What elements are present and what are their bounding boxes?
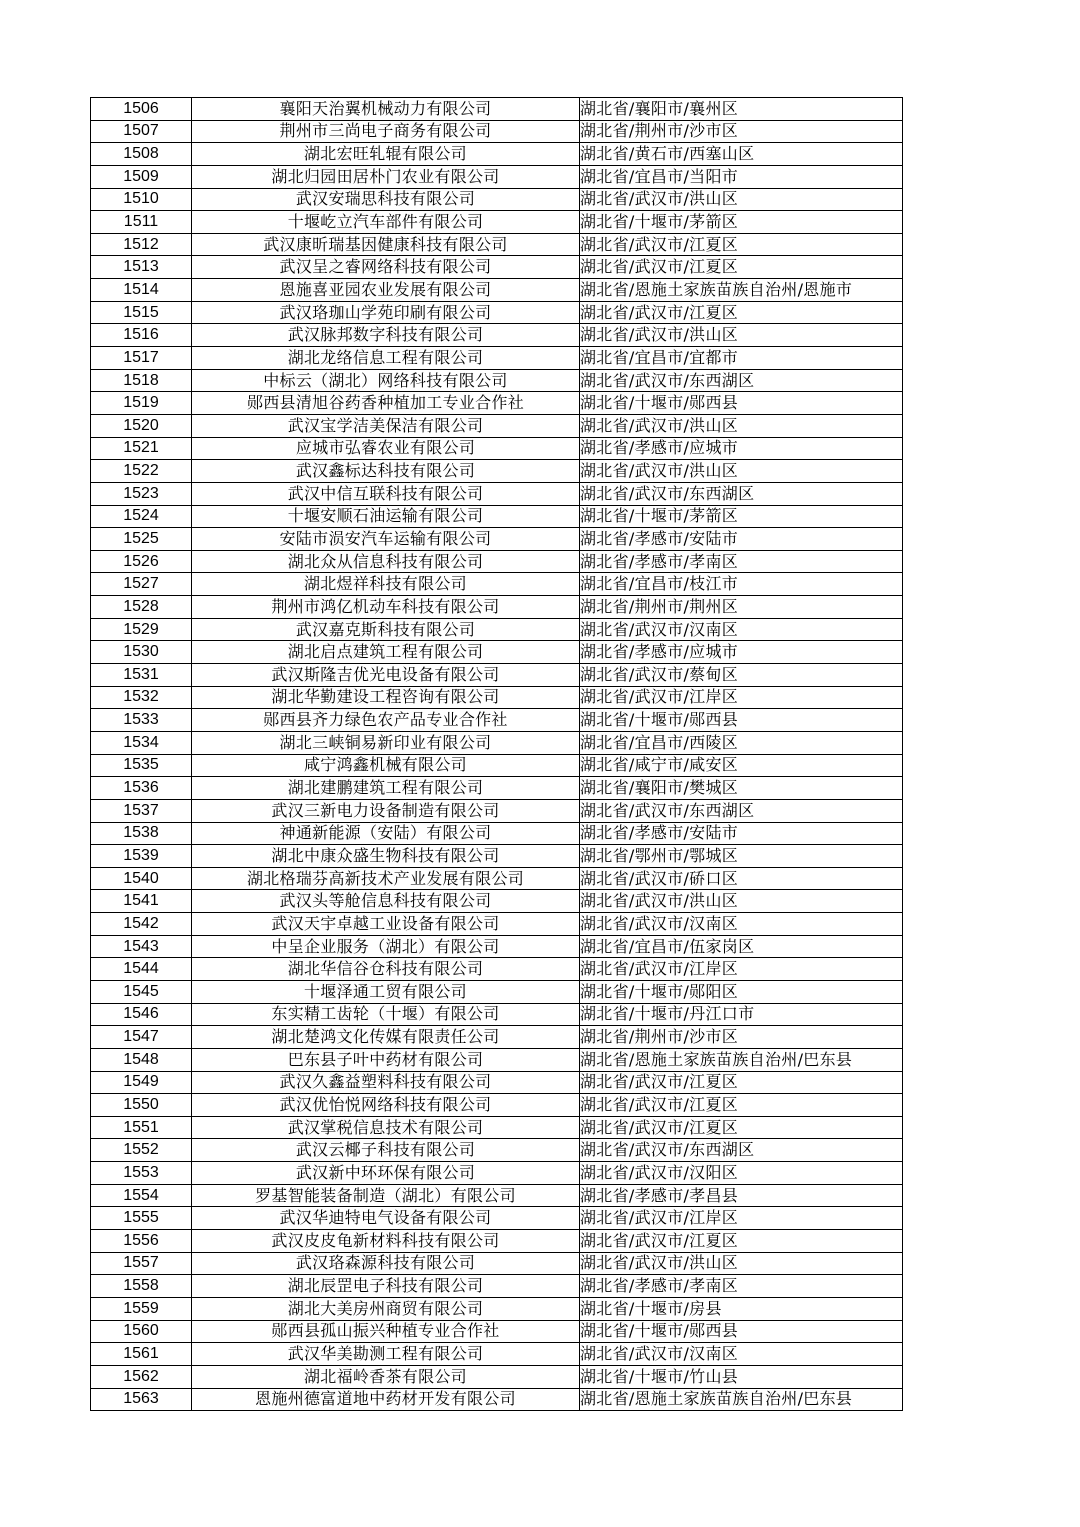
table-row — [91, 641, 903, 664]
company-name-cell: 湖北归园田居朴门农业有限公司 — [192, 165, 580, 188]
company-name-cell: 武汉云椰子科技有限公司 — [192, 1139, 580, 1162]
company-name-cell: 武汉华迪特电气设备有限公司 — [192, 1207, 580, 1230]
row-number-cell: 1517 — [91, 347, 192, 370]
company-name-cell: 湖北福岭香茶有限公司 — [192, 1365, 580, 1388]
region-cell: 湖北省/武汉市/洪山区 — [580, 324, 903, 347]
region-cell: 湖北省/武汉市/汉南区 — [580, 618, 903, 641]
company-name-cell: 武汉宝学洁美保洁有限公司 — [192, 414, 580, 437]
region-cell: 湖北省/武汉市/汉阳区 — [580, 1162, 903, 1185]
company-name-cell: 十堰屹立汽车部件有限公司 — [192, 211, 580, 234]
region-cell: 湖北省/武汉市/硚口区 — [580, 867, 903, 890]
region-cell: 湖北省/十堰市/郧西县 — [580, 709, 903, 732]
region-cell: 湖北省/襄阳市/樊城区 — [580, 777, 903, 800]
region-cell: 湖北省/荆州市/沙市区 — [580, 1026, 903, 1049]
table-row — [91, 347, 903, 370]
row-number-cell: 1556 — [91, 1230, 192, 1253]
table-row — [91, 731, 903, 754]
row-number-cell: 1542 — [91, 913, 192, 936]
region-cell: 湖北省/宜昌市/伍家岗区 — [580, 935, 903, 958]
row-number-cell: 1554 — [91, 1184, 192, 1207]
row-number-cell: 1508 — [91, 143, 192, 166]
row-number-cell: 1541 — [91, 890, 192, 913]
table-row — [91, 1365, 903, 1388]
table-row — [91, 777, 903, 800]
company-name-cell: 应城市弘睿农业有限公司 — [192, 437, 580, 460]
company-list-table — [90, 97, 903, 1411]
company-name-cell: 武汉呈之睿网络科技有限公司 — [192, 256, 580, 279]
company-name-cell: 武汉华美勘测工程有限公司 — [192, 1343, 580, 1366]
region-cell: 湖北省/荆州市/荆州区 — [580, 596, 903, 619]
table-row — [91, 1230, 903, 1253]
region-cell: 湖北省/十堰市/郧西县 — [580, 1320, 903, 1343]
row-number-cell: 1513 — [91, 256, 192, 279]
region-cell: 湖北省/孝感市/孝南区 — [580, 1275, 903, 1298]
row-number-cell: 1538 — [91, 822, 192, 845]
table-row — [91, 980, 903, 1003]
region-cell: 湖北省/鄂州市/鄂城区 — [580, 845, 903, 868]
table-row — [91, 120, 903, 143]
region-cell: 湖北省/十堰市/丹江口市 — [580, 1003, 903, 1026]
company-name-cell: 恩施喜亚园农业发展有限公司 — [192, 279, 580, 302]
region-cell: 湖北省/武汉市/蔡甸区 — [580, 664, 903, 687]
region-cell: 湖北省/武汉市/江岸区 — [580, 686, 903, 709]
company-name-cell: 武汉中信互联科技有限公司 — [192, 482, 580, 505]
table-row — [91, 211, 903, 234]
row-number-cell: 1519 — [91, 392, 192, 415]
region-cell: 湖北省/孝感市/应城市 — [580, 437, 903, 460]
company-name-cell: 罗基智能装备制造（湖北）有限公司 — [192, 1184, 580, 1207]
table-row — [91, 256, 903, 279]
table-row — [91, 528, 903, 551]
company-name-cell: 武汉天宇卓越工业设备有限公司 — [192, 913, 580, 936]
table-row — [91, 1343, 903, 1366]
row-number-cell: 1526 — [91, 550, 192, 573]
company-name-cell: 咸宁鸿鑫机械有限公司 — [192, 754, 580, 777]
company-name-cell: 湖北三峡铜易新印业有限公司 — [192, 731, 580, 754]
table-row — [91, 188, 903, 211]
row-number-cell: 1506 — [91, 98, 192, 121]
row-number-cell: 1518 — [91, 369, 192, 392]
company-name-cell: 郧西县齐力绿色农产品专业合作社 — [192, 709, 580, 732]
table-row — [91, 1275, 903, 1298]
region-cell: 湖北省/孝感市/安陆市 — [580, 822, 903, 845]
row-number-cell: 1516 — [91, 324, 192, 347]
table-row — [91, 437, 903, 460]
company-name-cell: 武汉新中环环保有限公司 — [192, 1162, 580, 1185]
region-cell: 湖北省/武汉市/洪山区 — [580, 414, 903, 437]
company-name-cell: 湖北众从信息科技有限公司 — [192, 550, 580, 573]
row-number-cell: 1557 — [91, 1252, 192, 1275]
row-number-cell: 1546 — [91, 1003, 192, 1026]
region-cell: 湖北省/咸宁市/咸安区 — [580, 754, 903, 777]
region-cell: 湖北省/武汉市/江夏区 — [580, 256, 903, 279]
company-name-cell: 武汉珞珈山学苑印刷有限公司 — [192, 301, 580, 324]
table-row — [91, 1297, 903, 1320]
region-cell: 湖北省/黄石市/西塞山区 — [580, 143, 903, 166]
row-number-cell: 1536 — [91, 777, 192, 800]
region-cell: 湖北省/武汉市/洪山区 — [580, 460, 903, 483]
table-row — [91, 143, 903, 166]
region-cell: 湖北省/宜昌市/枝江市 — [580, 573, 903, 596]
row-number-cell: 1524 — [91, 505, 192, 528]
row-number-cell: 1509 — [91, 165, 192, 188]
row-number-cell: 1523 — [91, 482, 192, 505]
region-cell: 湖北省/武汉市/江夏区 — [580, 301, 903, 324]
region-cell: 湖北省/孝感市/安陆市 — [580, 528, 903, 551]
company-name-cell: 湖北格瑞芬高新技术产业发展有限公司 — [192, 867, 580, 890]
table-row — [91, 98, 903, 121]
table-row — [91, 414, 903, 437]
row-number-cell: 1534 — [91, 731, 192, 754]
row-number-cell: 1547 — [91, 1026, 192, 1049]
region-cell: 湖北省/武汉市/江夏区 — [580, 1116, 903, 1139]
company-name-cell: 湖北煜祥科技有限公司 — [192, 573, 580, 596]
row-number-cell: 1522 — [91, 460, 192, 483]
row-number-cell: 1511 — [91, 211, 192, 234]
region-cell: 湖北省/孝感市/孝南区 — [580, 550, 903, 573]
region-cell: 湖北省/宜昌市/宜都市 — [580, 347, 903, 370]
row-number-cell: 1532 — [91, 686, 192, 709]
company-name-cell: 湖北华勤建设工程咨询有限公司 — [192, 686, 580, 709]
region-cell: 湖北省/武汉市/洪山区 — [580, 890, 903, 913]
row-number-cell: 1549 — [91, 1071, 192, 1094]
table-row — [91, 369, 903, 392]
row-number-cell: 1543 — [91, 935, 192, 958]
row-number-cell: 1533 — [91, 709, 192, 732]
row-number-cell: 1528 — [91, 596, 192, 619]
row-number-cell: 1558 — [91, 1275, 192, 1298]
region-cell: 湖北省/武汉市/东西湖区 — [580, 799, 903, 822]
table-row — [91, 279, 903, 302]
row-number-cell: 1530 — [91, 641, 192, 664]
company-name-cell: 武汉三新电力设备制造有限公司 — [192, 799, 580, 822]
company-name-cell: 湖北龙络信息工程有限公司 — [192, 347, 580, 370]
company-name-cell: 湖北中康众盛生物科技有限公司 — [192, 845, 580, 868]
company-name-cell: 湖北建鹏建筑工程有限公司 — [192, 777, 580, 800]
table-row — [91, 845, 903, 868]
region-cell: 湖北省/恩施土家族苗族自治州/恩施市 — [580, 279, 903, 302]
row-number-cell: 1512 — [91, 233, 192, 256]
table-row — [91, 596, 903, 619]
row-number-cell: 1520 — [91, 414, 192, 437]
company-name-cell: 武汉康昕瑞基因健康科技有限公司 — [192, 233, 580, 256]
table-row — [91, 1139, 903, 1162]
row-number-cell: 1514 — [91, 279, 192, 302]
row-number-cell: 1537 — [91, 799, 192, 822]
table-row — [91, 573, 903, 596]
row-number-cell: 1535 — [91, 754, 192, 777]
region-cell: 湖北省/武汉市/江夏区 — [580, 1071, 903, 1094]
table-body — [91, 98, 903, 1411]
company-name-cell: 东实精工齿轮（十堰）有限公司 — [192, 1003, 580, 1026]
row-number-cell: 1525 — [91, 528, 192, 551]
region-cell: 湖北省/武汉市/东西湖区 — [580, 1139, 903, 1162]
region-cell: 湖北省/十堰市/竹山县 — [580, 1365, 903, 1388]
company-name-cell: 湖北楚鸿文化传媒有限责任公司 — [192, 1026, 580, 1049]
table-row — [91, 822, 903, 845]
region-cell: 湖北省/武汉市/江岸区 — [580, 958, 903, 981]
region-cell: 湖北省/武汉市/江夏区 — [580, 233, 903, 256]
region-cell: 湖北省/襄阳市/襄州区 — [580, 98, 903, 121]
company-name-cell: 武汉脉邦数字科技有限公司 — [192, 324, 580, 347]
table-row — [91, 935, 903, 958]
company-name-cell: 中标云（湖北）网络科技有限公司 — [192, 369, 580, 392]
row-number-cell: 1550 — [91, 1094, 192, 1117]
company-name-cell: 湖北宏旺轧辊有限公司 — [192, 143, 580, 166]
region-cell: 湖北省/恩施土家族苗族自治州/巴东县 — [580, 1048, 903, 1071]
company-name-cell: 武汉鑫标达科技有限公司 — [192, 460, 580, 483]
company-name-cell: 湖北启点建筑工程有限公司 — [192, 641, 580, 664]
table-row — [91, 709, 903, 732]
company-name-cell: 武汉安瑞思科技有限公司 — [192, 188, 580, 211]
table-row — [91, 664, 903, 687]
company-name-cell: 湖北辰罡电子科技有限公司 — [192, 1275, 580, 1298]
table-row — [91, 1026, 903, 1049]
region-cell: 湖北省/十堰市/郧阳区 — [580, 980, 903, 1003]
company-name-cell: 武汉珞森源科技有限公司 — [192, 1252, 580, 1275]
table-row — [91, 392, 903, 415]
region-cell: 湖北省/孝感市/应城市 — [580, 641, 903, 664]
table-row — [91, 460, 903, 483]
row-number-cell: 1544 — [91, 958, 192, 981]
row-number-cell: 1515 — [91, 301, 192, 324]
company-name-cell: 湖北大美房州商贸有限公司 — [192, 1297, 580, 1320]
table-row — [91, 1207, 903, 1230]
row-number-cell: 1553 — [91, 1162, 192, 1185]
region-cell: 湖北省/十堰市/茅箭区 — [580, 211, 903, 234]
table-row — [91, 754, 903, 777]
region-cell: 湖北省/武汉市/东西湖区 — [580, 369, 903, 392]
region-cell: 湖北省/恩施土家族苗族自治州/巴东县 — [580, 1388, 903, 1411]
table-row — [91, 1094, 903, 1117]
row-number-cell: 1559 — [91, 1297, 192, 1320]
table-row — [91, 1184, 903, 1207]
table-row — [91, 1116, 903, 1139]
company-name-cell: 郧西县孤山振兴种植专业合作社 — [192, 1320, 580, 1343]
region-cell: 湖北省/武汉市/汉南区 — [580, 913, 903, 936]
company-name-cell: 恩施州德富道地中药材开发有限公司 — [192, 1388, 580, 1411]
row-number-cell: 1551 — [91, 1116, 192, 1139]
region-cell: 湖北省/武汉市/洪山区 — [580, 1252, 903, 1275]
region-cell: 湖北省/宜昌市/当阳市 — [580, 165, 903, 188]
row-number-cell: 1527 — [91, 573, 192, 596]
region-cell: 湖北省/荆州市/沙市区 — [580, 120, 903, 143]
row-number-cell: 1563 — [91, 1388, 192, 1411]
region-cell: 湖北省/十堰市/郧西县 — [580, 392, 903, 415]
company-name-cell: 武汉头等舱信息科技有限公司 — [192, 890, 580, 913]
table-row — [91, 1252, 903, 1275]
company-name-cell: 神通新能源（安陆）有限公司 — [192, 822, 580, 845]
company-name-cell: 武汉皮皮龟新材料科技有限公司 — [192, 1230, 580, 1253]
row-number-cell: 1545 — [91, 980, 192, 1003]
company-name-cell: 荆州市鸿亿机动车科技有限公司 — [192, 596, 580, 619]
row-number-cell: 1562 — [91, 1365, 192, 1388]
table-row — [91, 233, 903, 256]
company-name-cell: 襄阳天治翼机械动力有限公司 — [192, 98, 580, 121]
table-row — [91, 301, 903, 324]
region-cell: 湖北省/武汉市/汉南区 — [580, 1343, 903, 1366]
table-row — [91, 324, 903, 347]
company-name-cell: 武汉久鑫益塑料科技有限公司 — [192, 1071, 580, 1094]
company-name-cell: 武汉掌税信息技术有限公司 — [192, 1116, 580, 1139]
table-row — [91, 799, 903, 822]
row-number-cell: 1561 — [91, 1343, 192, 1366]
row-number-cell: 1507 — [91, 120, 192, 143]
row-number-cell: 1539 — [91, 845, 192, 868]
region-cell: 湖北省/十堰市/茅箭区 — [580, 505, 903, 528]
row-number-cell: 1548 — [91, 1048, 192, 1071]
table-row — [91, 165, 903, 188]
table-row — [91, 550, 903, 573]
region-cell: 湖北省/宜昌市/西陵区 — [580, 731, 903, 754]
table-row — [91, 1162, 903, 1185]
table-row — [91, 1003, 903, 1026]
company-name-cell: 安陆市涢安汽车运输有限公司 — [192, 528, 580, 551]
row-number-cell: 1531 — [91, 664, 192, 687]
region-cell: 湖北省/武汉市/江岸区 — [580, 1207, 903, 1230]
table-row — [91, 686, 903, 709]
company-name-cell: 巴东县子叶中药材有限公司 — [192, 1048, 580, 1071]
company-name-cell: 武汉斯隆吉优光电设备有限公司 — [192, 664, 580, 687]
row-number-cell: 1529 — [91, 618, 192, 641]
company-name-cell: 武汉优怡悦网络科技有限公司 — [192, 1094, 580, 1117]
table-row — [91, 482, 903, 505]
row-number-cell: 1540 — [91, 867, 192, 890]
row-number-cell: 1552 — [91, 1139, 192, 1162]
row-number-cell: 1510 — [91, 188, 192, 211]
region-cell: 湖北省/武汉市/江夏区 — [580, 1230, 903, 1253]
table-row — [91, 890, 903, 913]
region-cell: 湖北省/武汉市/东西湖区 — [580, 482, 903, 505]
table-row — [91, 1071, 903, 1094]
table-row — [91, 618, 903, 641]
company-name-cell: 十堰泽通工贸有限公司 — [192, 980, 580, 1003]
table-row — [91, 1320, 903, 1343]
table-row — [91, 867, 903, 890]
company-name-cell: 武汉嘉克斯科技有限公司 — [192, 618, 580, 641]
region-cell: 湖北省/十堰市/房县 — [580, 1297, 903, 1320]
table-row — [91, 1388, 903, 1411]
company-name-cell: 湖北华信谷仓科技有限公司 — [192, 958, 580, 981]
region-cell: 湖北省/孝感市/孝昌县 — [580, 1184, 903, 1207]
row-number-cell: 1560 — [91, 1320, 192, 1343]
table-row — [91, 1048, 903, 1071]
region-cell: 湖北省/武汉市/洪山区 — [580, 188, 903, 211]
company-name-cell: 荆州市三尚电子商务有限公司 — [192, 120, 580, 143]
table-row — [91, 913, 903, 936]
table-row — [91, 505, 903, 528]
row-number-cell: 1521 — [91, 437, 192, 460]
table-row — [91, 958, 903, 981]
row-number-cell: 1555 — [91, 1207, 192, 1230]
company-name-cell: 十堰安顺石油运输有限公司 — [192, 505, 580, 528]
region-cell: 湖北省/武汉市/江夏区 — [580, 1094, 903, 1117]
company-name-cell: 郧西县清旭谷药香种植加工专业合作社 — [192, 392, 580, 415]
company-name-cell: 中呈企业服务（湖北）有限公司 — [192, 935, 580, 958]
